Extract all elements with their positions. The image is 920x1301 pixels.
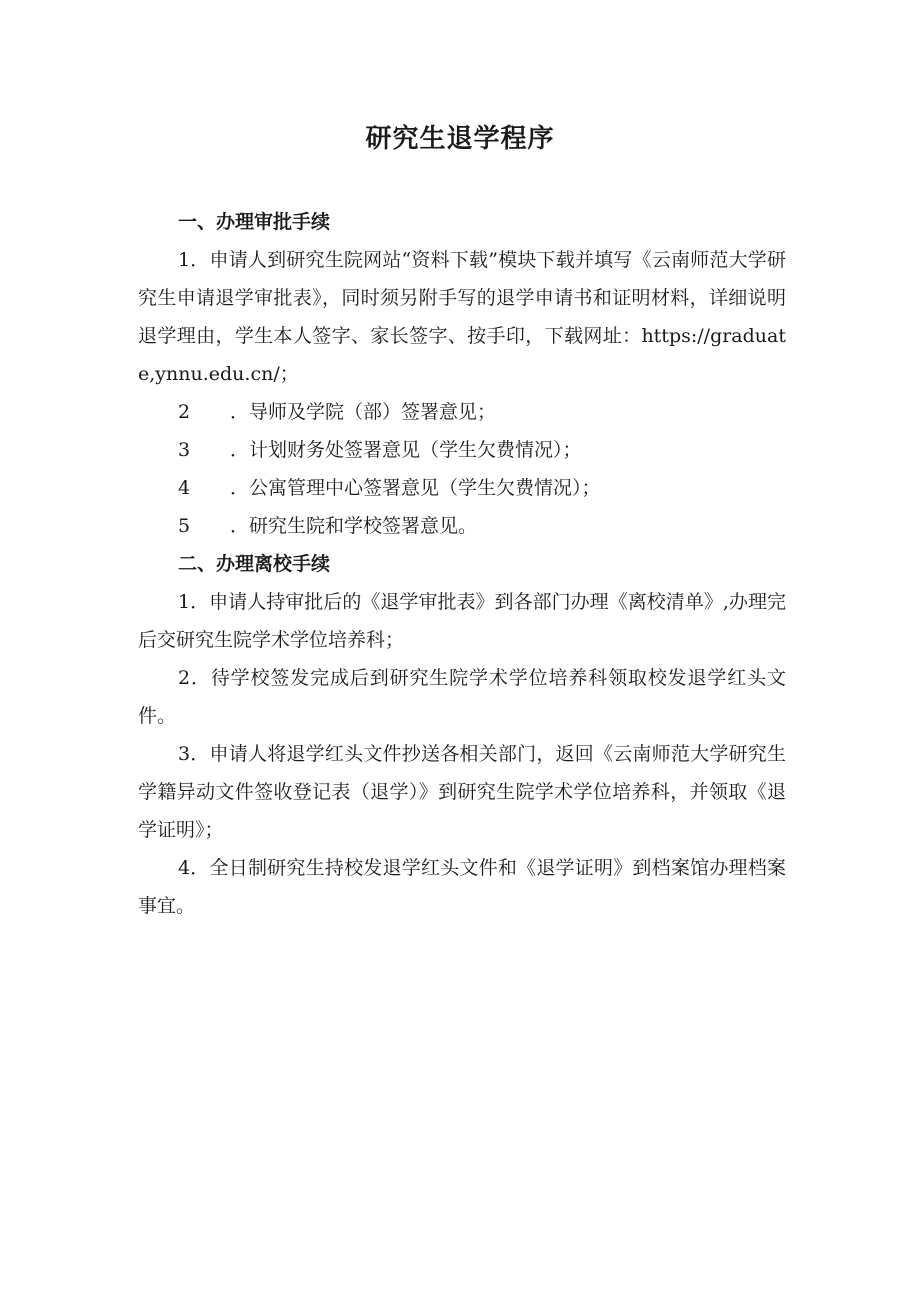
document-title: 研究生退学程序: [365, 124, 555, 154]
approval-step-2: [138, 393, 786, 431]
step-number: 2: [178, 401, 191, 423]
approval-step-1: 1．申请人到研究生院网站“资料下载”模块下载并填写《云南师范大学研究生申请退学审批表》，同时须另附手写的退学申请书和证明材料，详细说明退学理由，学生本人签字、家长签字、按手印，下载网址：https://graduate,ynnu.edu.cn/；: [138, 249, 786, 385]
departure-step-1: 1．申请人持审批后的《退学审批表》到各部门办理《离校清单》,办理完后交研究生院学术学位培养科；: [138, 591, 786, 651]
section-heading-approval: 一、办理审批手续: [178, 211, 331, 233]
departure-step-2: 2．待学校签发完成后到研究生院学术学位培养科领取校发退学红头文件。: [138, 667, 786, 727]
departure-step-3: 3．申请人将退学红头文件抄送各相关部门，返回《云南师范大学研究生学籍异动文件签收登记表（退学）》到研究生院学术学位培养科，并领取《退学证明》；: [138, 743, 786, 841]
approval-step-3: [138, 431, 786, 469]
step-text: ．导师及学院（部）签署意见；: [230, 401, 497, 423]
approval-step-5: [138, 507, 786, 545]
section-heading-departure: 二、办理离校手续: [178, 553, 331, 575]
document-body: [138, 203, 786, 925]
step-text: ．计划财务处签署意见（学生欠费情况）；: [230, 439, 582, 461]
step-text: ．研究生院和学校签署意见。: [230, 515, 478, 537]
departure-step-4: 4．全日制研究生持校发退学红头文件和《退学证明》到档案馆办理档案事宜。: [138, 857, 786, 917]
step-number: 4: [178, 477, 191, 499]
step-number: 5: [178, 515, 191, 537]
step-text: ．公寓管理中心签署意见（学生欠费情况）；: [230, 477, 601, 499]
step-number: 3: [178, 439, 191, 461]
approval-step-4: [138, 469, 786, 507]
